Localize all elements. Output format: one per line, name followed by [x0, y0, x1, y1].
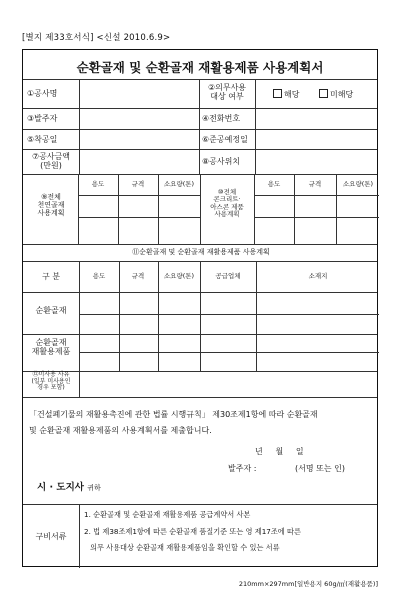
- column-header: 규격: [131, 180, 145, 188]
- divider: [23, 149, 377, 150]
- option-yes[interactable]: 해당: [273, 89, 299, 99]
- mandatory-target-label: ②의무사용 대상 여부: [207, 83, 247, 102]
- divider: [294, 174, 295, 244]
- column-header: 소요량(톤): [342, 180, 374, 188]
- attachment-item-2: 2. 법 제38조제1항에 따른 순환골재 품질기준 또는 영 제17조에 따른: [84, 527, 301, 536]
- column-header: 용도: [267, 180, 281, 188]
- row-label-recycled-product: 순환골재 재활용제품: [31, 338, 71, 357]
- divider: [158, 174, 159, 244]
- divider: [200, 261, 201, 371]
- divider: [79, 314, 379, 315]
- divider: [23, 108, 377, 109]
- concrete-ascon-label: ⑩전체 콘크리트· 아스콘 제품 사용계획: [210, 188, 244, 219]
- divider: [158, 261, 159, 371]
- divider: [254, 174, 255, 244]
- divider: [79, 261, 80, 371]
- paper-spec: 210mm×297mm[일반용지 60g/㎡(재활용품)]: [238, 580, 378, 588]
- attachments-label: 구비서류: [35, 532, 67, 541]
- divider: [256, 261, 257, 371]
- contract-amount-label: ⑦공사금액 (만원): [31, 152, 71, 171]
- recipient: 시 · 도지사 귀하: [37, 482, 101, 493]
- divider: [23, 504, 377, 505]
- client-label: ③발주자: [27, 114, 58, 123]
- declaration-line-2: 및 순환골재 재활용제품의 사용계획서를 제출합니다.: [29, 426, 212, 435]
- column-header: 공급업체: [215, 272, 241, 280]
- submission-date: 년 월 일: [255, 447, 304, 456]
- usage-plan-form: [22, 49, 378, 567]
- divider: [255, 79, 256, 174]
- column-header: 용도: [91, 180, 105, 188]
- divider: [336, 174, 337, 244]
- divider: [118, 174, 119, 244]
- divider: [78, 174, 79, 244]
- divider: [78, 217, 200, 218]
- divider: [119, 261, 120, 371]
- unused-reason-label: ⑫미사용 사유 (일부 미사용인 경우 포함): [31, 371, 71, 392]
- divider: [79, 504, 80, 568]
- declaration-line-1: 「건설폐기물의 재활용촉진에 관한 법률 시행규칙」 제30조제1항에 따라 순환골재: [29, 410, 318, 419]
- divider: [79, 79, 80, 174]
- applicant-label: 발주자 :: [228, 464, 257, 473]
- natural-aggregate-label: ⑨전체 천연골재 사용계획: [37, 193, 65, 218]
- divider: [79, 352, 379, 353]
- divider: [79, 371, 80, 397]
- site-location-label: ⑧공사위치: [202, 157, 241, 166]
- option-no[interactable]: 미해당: [319, 89, 353, 99]
- column-header: 규격: [308, 180, 322, 188]
- completion-date-label: ⑥준공예정일: [202, 135, 248, 144]
- column-header: 소요량(톤): [163, 272, 195, 280]
- column-header: 용도: [92, 272, 106, 280]
- divider: [254, 195, 379, 196]
- divider: [23, 371, 377, 372]
- divider: [254, 217, 379, 218]
- checkbox-icon[interactable]: [319, 89, 328, 98]
- divider: [23, 397, 377, 398]
- attachment-item-2-cont: 의무 사용대상 순환골재 재활용제품임을 확인할 수 있는 서류: [90, 543, 280, 552]
- form-title: 순환골재 및 순환골재 재활용제품 사용계획서: [76, 60, 324, 75]
- divider: [23, 79, 377, 80]
- divider: [23, 129, 377, 130]
- column-header: 소재지: [308, 272, 328, 280]
- row-label-recycled-aggregate: 순환골재: [35, 306, 67, 315]
- column-header: 구 분: [42, 272, 60, 281]
- recycled-plan-title: ⑪순환골재 및 순환골재 재활용제품 사용계획: [132, 248, 270, 256]
- construction-name-label: ①공사명: [27, 89, 58, 98]
- start-date-label: ⑤착공일: [27, 135, 58, 144]
- attachment-item-1: 1. 순환골재 및 순환골재 재활용제품 공급계약서 사본: [84, 510, 251, 519]
- form-number: [별지 제33호서식] <신설 2010.6.9>: [22, 33, 171, 43]
- checkbox-icon[interactable]: [273, 89, 282, 98]
- column-header: 규격: [131, 272, 145, 280]
- phone-label: ④전화번호: [202, 114, 241, 123]
- sign-label: (서명 또는 인): [295, 464, 345, 473]
- divider: [200, 174, 201, 244]
- divider: [199, 79, 200, 174]
- column-header: 소요량(톤): [163, 180, 195, 188]
- divider: [23, 244, 377, 245]
- divider: [78, 195, 200, 196]
